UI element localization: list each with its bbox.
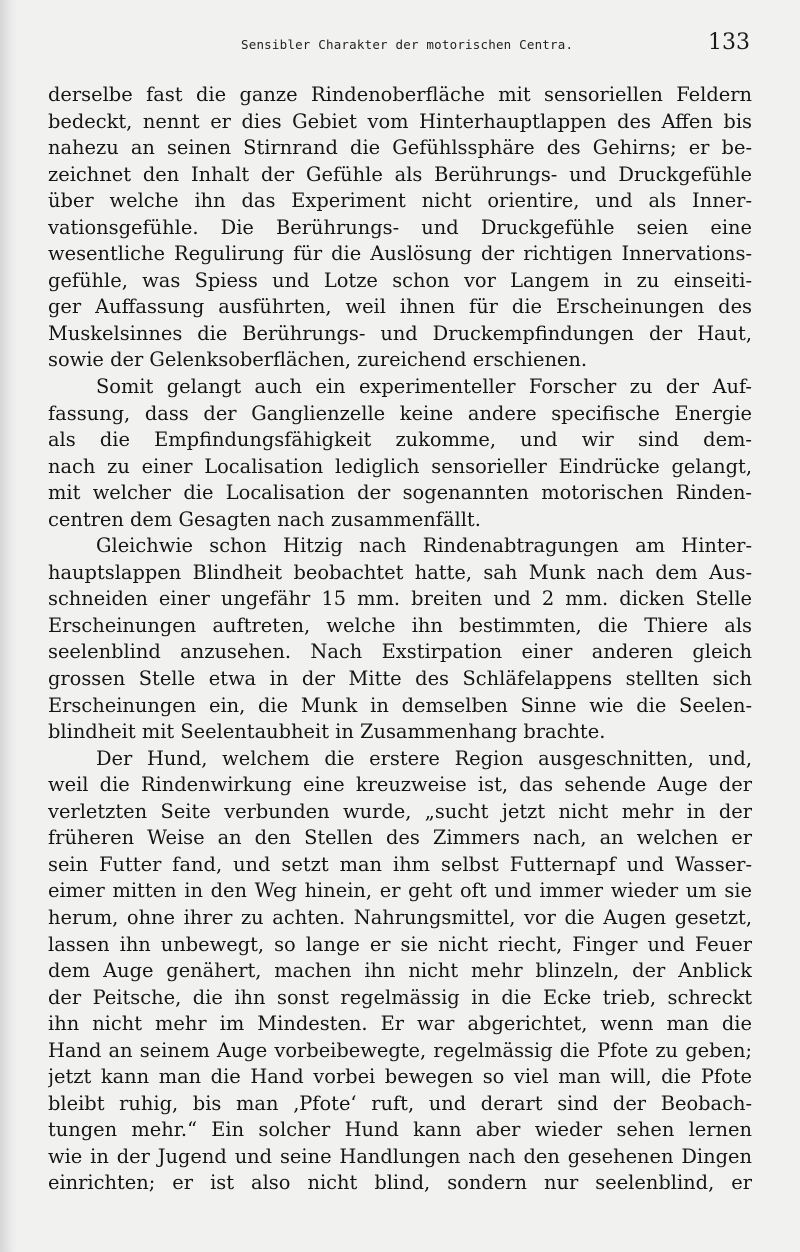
text-line: ihn nicht mehr im Mindesten. Er war abgerichtet, wenn man die (48, 1012, 752, 1036)
text-line: dem Auge genähert, machen ihn nicht mehr blinzeln, der Anblick (48, 959, 752, 983)
text-line: Erscheinungen auftreten, welche ihn bestimmten, die Thiere als (48, 613, 752, 637)
text-line: gefühle, was Spiess und Lotze schon vor Langem in zu einseiti- (48, 268, 752, 292)
text-line: grossen Stelle etwa in der Mitte des Schläfelappens stellten sich (48, 667, 752, 691)
text-line: mit welcher die Localisation der sogenannten motorischen Rinden- (48, 481, 752, 505)
text-line: Erscheinungen ein, die Munk in demselben Sinne wie die Seelen- (48, 693, 752, 717)
text-line: über welche ihn das Experiment nicht orientire, und als Inner- (48, 189, 752, 213)
text-line: schneiden einer ungefähr 15 mm. breiten und 2 mm. dicken Stelle (48, 587, 752, 611)
text-line: fassung, dass der Ganglienzelle keine andere specifische Energie (48, 401, 752, 425)
text-line: eimer mitten in den Weg hinein, er geht oft und immer wieder um sie (48, 879, 752, 903)
page-header (48, 30, 752, 58)
text-line: nach zu einer Localisation lediglich sensorieller Eindrücke gelangt, (48, 454, 752, 478)
text-line: verletzten Seite verbunden wurde, „sucht jetzt nicht mehr in der (48, 799, 752, 823)
text-line: vationsgefühle. Die Berührungs- und Druckgefühle seien eine (48, 215, 752, 239)
text-line: bedeckt, nennt er dies Gebiet vom Hinterhauptlappen des Affen bis (48, 109, 752, 133)
text-line: blindheit mit Seelentaubheit in Zusammenhang brachte. (48, 720, 606, 744)
text-line: lassen ihn unbewegt, so lange er sie nicht riecht, Finger und Feuer (48, 932, 752, 956)
text-line: sowie der Gelenksoberflächen, zureichend erschienen. (48, 348, 588, 372)
paragraph-start-line: Gleichwie schon Hitzig nach Rindenabtragungen am Hinter- (96, 534, 752, 558)
text-line: als die Empfindungsfähigkeit zukomme, und wir sind dem- (48, 428, 752, 452)
text-line: herum, ohne ihrer zu achten. Nahrungsmittel, vor die Augen gesetzt, (48, 905, 752, 929)
text-line: bleibt ruhig, bis man ‚Pfote‘ ruft, und derart sind der Beobach- (48, 1091, 752, 1115)
text-line: jetzt kann man die Hand vorbei bewegen so viel man will, die Pfote (48, 1065, 752, 1089)
text-line: wie in der Jugend und seine Handlungen nach den gesehenen Dingen (48, 1144, 752, 1168)
text-line: zeichnet den Inhalt der Gefühle als Berührungs- und Druckgefühle (48, 162, 752, 186)
text-line: centren dem Gesagten nach zusammenfällt. (48, 507, 481, 531)
text-line: nahezu an seinen Stirnrand die Gefühlssphäre des Gehirns; er be- (48, 136, 752, 160)
page-binding-shadow (0, 0, 18, 1252)
text-line: einrichten; er ist also nicht blind, sondern nur seelenblind, er (48, 1171, 752, 1195)
paragraph-start-line: Somit gelangt auch ein experimenteller Forscher zu der Auf- (96, 375, 752, 399)
text-line: Hand an seinem Auge vorbeibewegte, regelmässig die Pfote zu geben; (48, 1038, 752, 1062)
text-line: sein Futter fand, und setzt man ihm selbst Futternapf und Wasser- (48, 852, 752, 876)
page-number: 133 (708, 30, 750, 55)
text-line: der Peitsche, die ihn sonst regelmässig in die Ecke trieb, schreckt (48, 985, 752, 1009)
text-line: Muskelsinnes die Berührungs- und Druckempfindungen der Haut, (48, 321, 752, 345)
text-line: derselbe fast die ganze Rindenoberfläche mit sensoriellen Feldern (48, 83, 752, 106)
text-line: seelenblind anzusehen. Nach Exstirpation einer anderen gleich (48, 640, 752, 664)
text-line: wesentliche Regulirung für die Auslösung der richtigen Innervations- (48, 242, 752, 266)
body-text (48, 82, 752, 1197)
paragraph-start-line: Der Hund, welchem die erstere Region ausgeschnitten, und, (96, 746, 752, 770)
text-line: früheren Weise an den Stellen des Zimmers nach, an welchen er (48, 826, 752, 850)
text-line: tungen mehr.“ Ein solcher Hund kann aber wieder sehen lernen (48, 1118, 752, 1142)
running-head: Sensibler Charakter der motorischen Centra. (241, 37, 574, 52)
text-line: weil die Rindenwirkung eine kreuzweise ist, das sehende Auge der (48, 773, 752, 797)
text-line: ger Auffassung ausführten, weil ihnen für die Erscheinungen des (48, 295, 752, 319)
text-line: hauptslappen Blindheit beobachtet hatte, sah Munk nach dem Aus- (48, 560, 752, 584)
